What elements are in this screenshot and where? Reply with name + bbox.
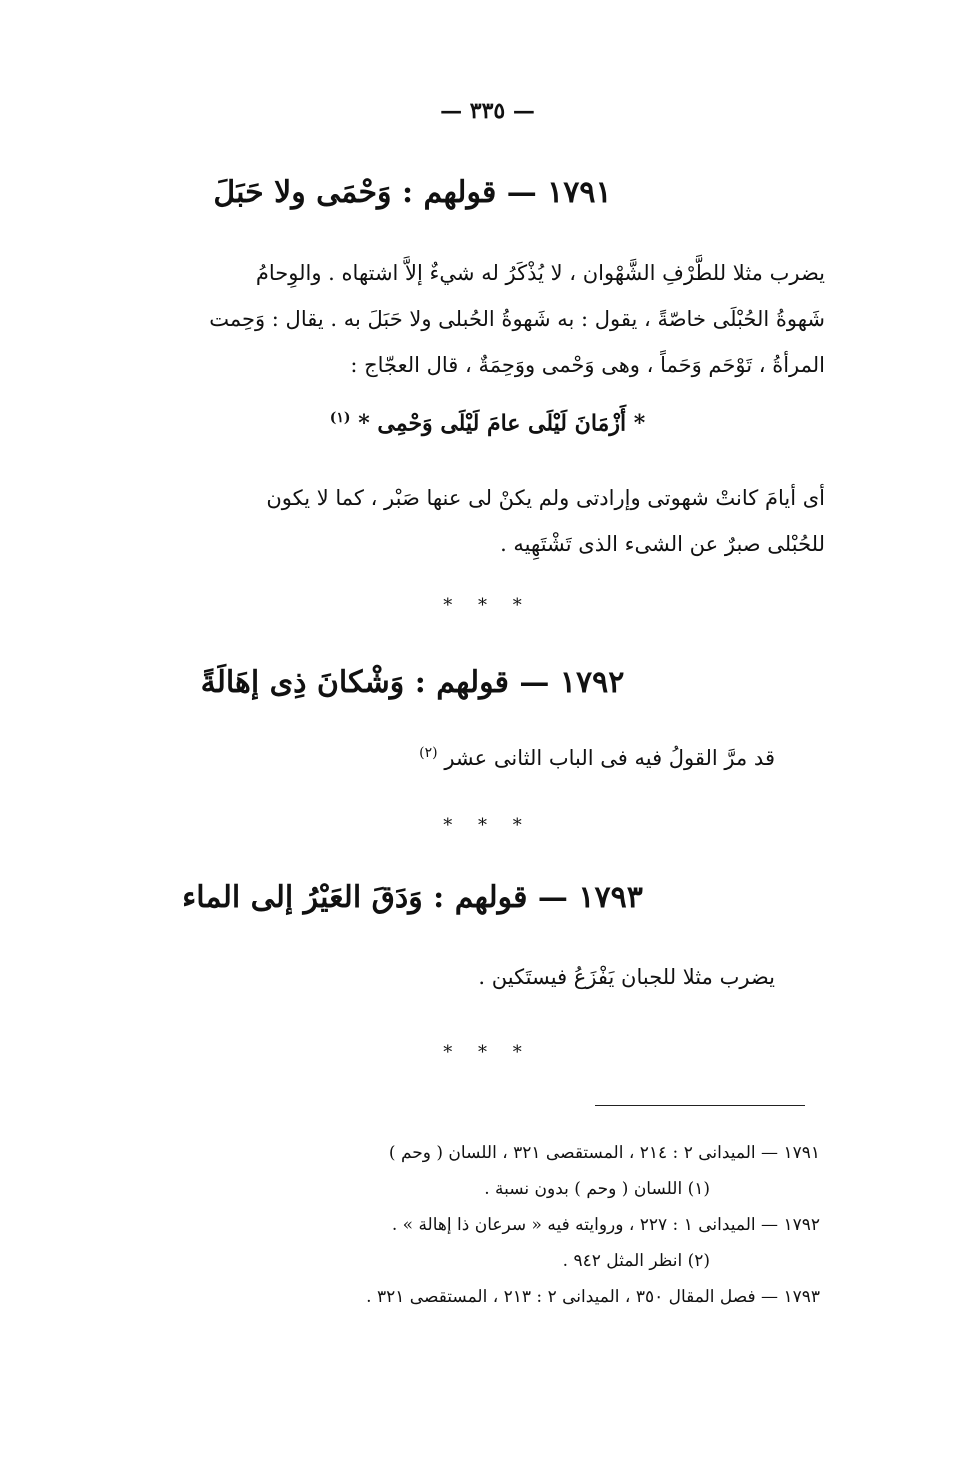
entry-title-1793: ١٧٩٣ — قولهم : وَدَقَ العَيْرُ إلى الماء bbox=[182, 880, 643, 915]
section-separator: * * * bbox=[443, 1042, 532, 1063]
section-separator: * * * bbox=[443, 815, 532, 836]
body-line: قد مرَّ القولُ فيه فى الباب الثانى عشر bbox=[444, 746, 775, 770]
footnote-line: (٢) انظر المثل ٩٤٢ . bbox=[562, 1251, 710, 1271]
body-line: شَهوةُ الحُبْلَى خاصّةً ، يقول : به شَهوةُ الحُبلى ولا حَبَلَ به . يقال : وَحِمت bbox=[209, 307, 825, 331]
body-line: يضرب مثلا للجبان يَفْزَعُ فيستَكين . bbox=[478, 965, 775, 989]
footnote-line: (١) اللسان ( وحم ) بدون نسبة . bbox=[484, 1179, 710, 1199]
verse-line bbox=[150, 410, 825, 436]
body-line: أى أيامَ كانتْ شهوتى وإرادتى ولم يكنْ لى عنها صَبْر ، كما لا يكون bbox=[266, 486, 825, 510]
footnote-marker-2: (٢) bbox=[419, 745, 438, 761]
footnote-marker-1: (١) bbox=[329, 410, 351, 426]
section-separator: * * * bbox=[443, 595, 532, 616]
body-line: المرأةُ ، تَوْحَم وَحَماً ، وهى وَحْمى ووَحِمَةٌ ، قال العجّاج : bbox=[350, 353, 825, 377]
entry-body-1792 bbox=[150, 745, 775, 770]
verse-text: * أَزْمَانَ لَيْلَى عامَ لَيْلَى وَحْمِى * bbox=[358, 410, 646, 437]
page-number: — ٣٣٥ — bbox=[440, 98, 535, 124]
verse-explanation bbox=[150, 475, 825, 567]
entry-title-1792: ١٧٩٢ — قولهم : وَشْكانَ ذِى إهَالَةً bbox=[200, 665, 625, 700]
footnote-line: ١٧٩٣ — فصل المقال ٣٥٠ ، الميدانى ٢ : ٢١٣ ، المستقصى ٣٢١ . bbox=[366, 1287, 820, 1307]
footnotes bbox=[150, 1135, 820, 1315]
footnote-line: ١٧٩١ — الميدانى ٢ : ٢١٤ ، المستقصى ٣٢١ ، اللسان ( وحم ) bbox=[388, 1143, 820, 1163]
footnote-rule bbox=[595, 1105, 805, 1106]
body-line: للحُبْلى صبرٌ عن الشىء الذى تَشْتَهِيه . bbox=[500, 532, 825, 556]
entry-body-1793 bbox=[150, 965, 775, 989]
entry-body-1791 bbox=[150, 250, 825, 388]
entry-title-1791: ١٧٩١ — قولهم : وَحْمَى ولا حَبَلَ bbox=[213, 175, 612, 210]
footnote-line: ١٧٩٢ — الميدانى ١ : ٢٢٧ ، وروايته فيه « سرعان ذا إهالة » . bbox=[391, 1215, 820, 1235]
body-line: يضرب مثلا للطَّرْفِ الشَّهْوان ، لا يُذْكَرُ له شيءٌ إلاَّ اشتهاه . والوِحامُ bbox=[255, 261, 825, 285]
